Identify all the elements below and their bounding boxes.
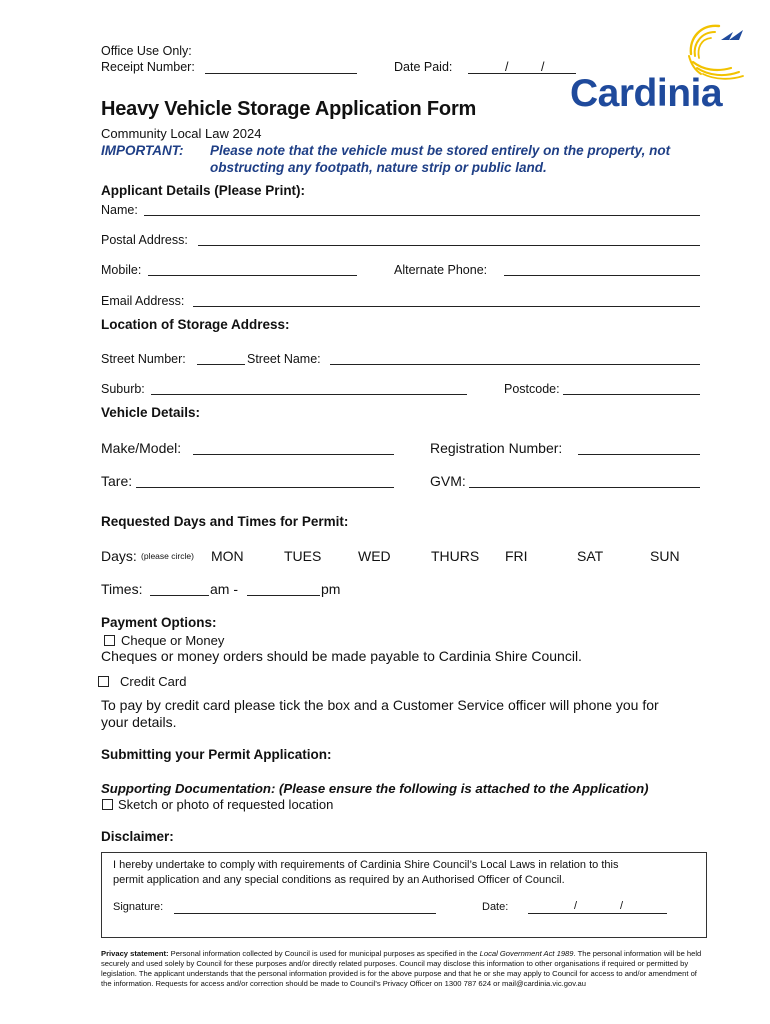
mobile-field[interactable] [148,275,357,276]
vehicle-details-heading: Vehicle Details: [101,405,201,420]
date-slash: / [620,900,624,912]
name-field[interactable] [144,215,700,216]
signature-field[interactable] [174,913,436,914]
date-paid-slash: / [505,60,509,74]
day-option[interactable]: THURS [431,548,480,564]
disclaimer-text-line2: permit application and any special conditions as required by an Authorised Officer of Council. [113,874,565,886]
suburb-label: Suburb: [101,382,145,396]
street-name-label: Street Name: [247,352,321,366]
days-label: Days: [101,548,137,564]
times-label: Times: [101,581,143,597]
make-model-label: Make/Model: [101,440,182,456]
privacy-text-b: . The personal information will be held securely and used solely by Council for these purposes and/or directly related purposes. Council may disclose this information to other organisations if required or permitted by legislation. The applicant understands that the personal information provided is for the above purpose and that he or she may apply to Council for access to and/or amendment of the information. Requests for access and/or correction should be made to Council's Privacy Officer on 1300 787 624 or mail@cardinia.vic.gov.au [101,949,702,988]
cheque-option-label: Cheque or Money [121,633,225,648]
important-text-line1: Please note that the vehicle must be stored entirely on the property, not [210,143,671,158]
disclaimer-text-line1: I hereby undertake to comply with requirements of Cardinia Shire Council’s Local Laws in relation to this [113,859,619,871]
date-paid-label: Date Paid: [394,60,453,74]
tare-field[interactable] [136,487,394,488]
permit-heading: Requested Days and Times for Permit: [101,514,349,529]
form-title: Heavy Vehicle Storage Application Form [101,98,477,120]
alternate-phone-field[interactable] [504,275,700,276]
gvm-label: GVM: [430,473,466,489]
office-use-label: Office Use Only: [101,44,192,58]
postal-address-label: Postal Address: [101,233,188,247]
signature-label: Signature: [113,901,164,913]
street-number-field[interactable] [197,364,245,365]
cheque-option[interactable] [104,633,224,648]
disclaimer-date-field[interactable] [528,913,667,914]
checkbox-icon[interactable] [102,799,113,810]
privacy-text-a: Personal information collected by Council is used for municipal purposes as specified in the [168,949,480,958]
name-label: Name: [101,203,138,217]
suburb-field[interactable] [151,394,467,395]
disclaimer-heading: Disclaimer: [101,829,174,844]
mobile-label: Mobile: [101,263,142,277]
registration-number-field[interactable] [578,454,700,455]
cardinia-logo-wordmark: Cardinia [570,72,723,115]
location-heading: Location of Storage Address: [101,317,290,332]
important-text-line2: obstructing any footpath, nature strip or public land. [210,160,547,175]
time-from-field[interactable] [150,595,209,596]
cheque-note: Cheques or money orders should be made payable to Cardinia Shire Council. [101,648,582,664]
pm-label: pm [321,581,341,597]
sketch-photo-option[interactable] [102,797,333,812]
gvm-field[interactable] [469,487,700,488]
make-model-field[interactable] [193,454,394,455]
day-option[interactable]: MON [211,548,244,564]
payment-options-heading: Payment Options: [101,615,217,630]
please-circle-note: (please circle) [141,551,194,561]
day-option[interactable]: FRI [505,548,528,564]
registration-number-label: Registration Number: [430,440,563,456]
form-subtitle: Community Local Law 2024 [101,126,262,141]
time-to-field[interactable] [247,595,320,596]
supporting-documentation-heading: Supporting Documentation: (Please ensure the following is attached to the Application) [101,781,649,796]
receipt-number-label: Receipt Number: [101,60,195,74]
privacy-statement [101,949,705,989]
credit-card-option-label: Credit Card [120,674,187,689]
postcode-label: Postcode: [504,382,560,396]
submitting-heading: Submitting your Permit Application: [101,747,332,762]
checkbox-icon[interactable] [98,676,109,687]
am-label: am - [210,581,238,597]
day-option[interactable]: SUN [650,548,680,564]
checkbox-icon[interactable] [104,635,115,646]
street-number-label: Street Number: [101,352,186,366]
date-paid-field[interactable] [468,73,576,74]
email-field[interactable] [193,306,700,307]
privacy-statement-label: Privacy statement: [101,949,169,958]
tare-label: Tare: [101,473,133,489]
day-option[interactable]: SAT [577,548,604,564]
date-slash: / [574,900,578,912]
sketch-photo-label: Sketch or photo of requested location [118,797,334,812]
postal-address-field[interactable] [198,245,700,246]
date-paid-slash: / [541,60,545,74]
receipt-number-field[interactable] [205,73,357,74]
day-option[interactable]: TUES [284,548,322,564]
day-option[interactable]: WED [358,548,391,564]
disclaimer-box [101,852,707,938]
postcode-field[interactable] [563,394,700,395]
credit-card-note-line1: To pay by credit card please tick the box and a Customer Service officer will phone you for [101,697,659,713]
important-label: IMPORTANT: [101,143,184,158]
disclaimer-date-label: Date: [482,901,509,913]
privacy-act-name: Local Government Act 1989 [479,949,574,958]
applicant-details-heading: Applicant Details (Please Print): [101,183,306,198]
street-name-field[interactable] [330,364,700,365]
email-label: Email Address: [101,294,185,308]
credit-card-option[interactable] [98,674,186,689]
alternate-phone-label: Alternate Phone: [394,263,488,277]
credit-card-note-line2: your details. [101,714,177,730]
